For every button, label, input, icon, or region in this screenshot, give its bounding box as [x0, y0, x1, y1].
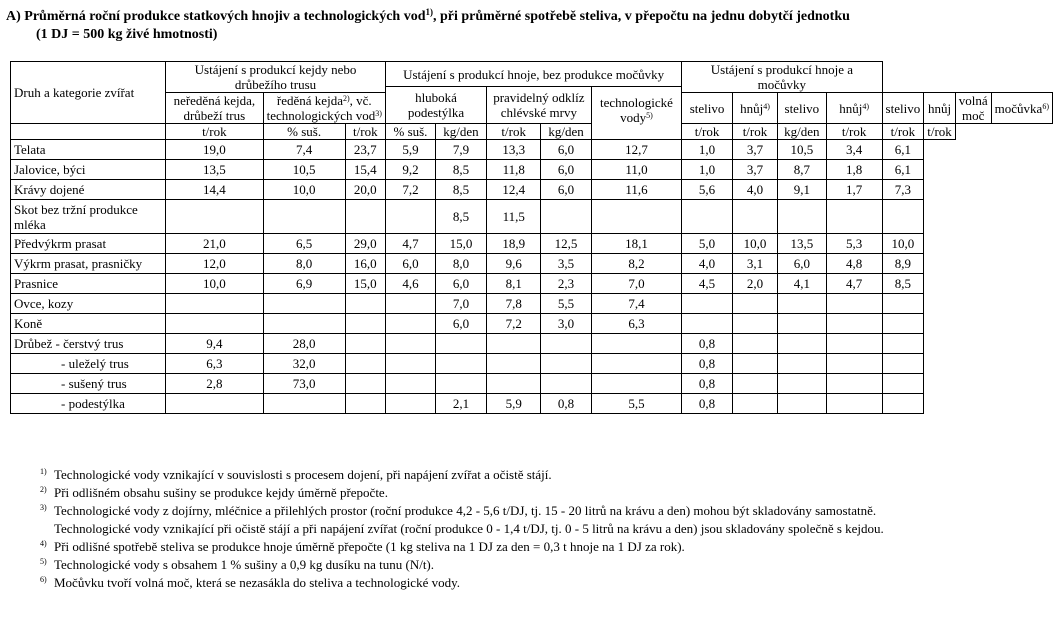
- data-cell: 32,0: [263, 354, 345, 374]
- unit-cell: t/rok: [732, 124, 777, 140]
- data-cell: [345, 294, 385, 314]
- table-row: [11, 354, 1053, 374]
- data-cell: 4,8: [826, 254, 882, 274]
- data-cell: 8,0: [435, 254, 486, 274]
- data-cell: 7,9: [435, 140, 486, 160]
- data-cell: [263, 394, 345, 414]
- table-row: [11, 314, 1053, 334]
- data-cell: [778, 374, 827, 394]
- data-cell: [345, 200, 385, 234]
- data-cell: 2,0: [732, 274, 777, 294]
- data-cell: [541, 354, 591, 374]
- footnote: [40, 538, 1040, 556]
- row-label: Ovce, kozy: [11, 294, 166, 314]
- data-cell: [732, 314, 777, 334]
- data-cell: 7,4: [591, 294, 681, 314]
- footnote: [40, 556, 1040, 574]
- data-cell: [345, 374, 385, 394]
- data-cell: 12,4: [487, 180, 541, 200]
- data-cell: [732, 394, 777, 414]
- data-cell: [385, 314, 435, 334]
- data-cell: 6,0: [385, 254, 435, 274]
- data-cell: [591, 374, 681, 394]
- data-cell: [826, 200, 882, 234]
- data-cell: [591, 334, 681, 354]
- data-cell: [487, 374, 541, 394]
- data-cell: 5,6: [682, 180, 733, 200]
- data-cell: 5,9: [487, 394, 541, 414]
- data-cell: 13,5: [166, 160, 264, 180]
- footnote-mark: 1): [40, 467, 47, 476]
- data-cell: [166, 200, 264, 234]
- table-row: [11, 200, 1053, 234]
- data-cell: [826, 334, 882, 354]
- data-cell: 13,3: [487, 140, 541, 160]
- data-cell: 12,7: [591, 140, 681, 160]
- data-cell: 15,0: [435, 234, 486, 254]
- data-cell: 5,0: [682, 234, 733, 254]
- data-cell: [541, 200, 591, 234]
- row-label: Krávy dojené: [11, 180, 166, 200]
- data-cell: [882, 334, 924, 354]
- data-cell: 4,7: [385, 234, 435, 254]
- data-cell: 6,0: [435, 274, 486, 294]
- data-cell: 1,7: [826, 180, 882, 200]
- data-cell: 8,1: [487, 274, 541, 294]
- footnote-line: Technologické vody vznikající v souvislosti s procesem dojení, při napájení zvířat a očistě stájí.: [54, 467, 552, 482]
- data-cell: [826, 394, 882, 414]
- row-label: - podestýlka: [11, 394, 166, 414]
- data-cell: 11,0: [591, 160, 681, 180]
- data-cell: [682, 200, 733, 234]
- unit-cell: t/rok: [882, 124, 924, 140]
- data-cell: 6,0: [778, 254, 827, 274]
- unit-cell: t/rok: [826, 124, 882, 140]
- footnote-line: Močůvku tvoří volná moč, která se nezasákla do steliva a technologické vody.: [54, 575, 461, 590]
- data-cell: 3,7: [732, 140, 777, 160]
- data-cell: [882, 314, 924, 334]
- data-cell: [263, 294, 345, 314]
- data-cell: 7,0: [435, 294, 486, 314]
- footnote: [40, 502, 1040, 538]
- data-cell: [345, 314, 385, 334]
- data-cell: 9,1: [778, 180, 827, 200]
- data-cell: [682, 314, 733, 334]
- data-cell: 3,0: [541, 314, 591, 334]
- footnote-mark: 5): [40, 557, 47, 566]
- data-cell: 23,7: [345, 140, 385, 160]
- data-cell: [385, 200, 435, 234]
- data-cell: 2,3: [541, 274, 591, 294]
- table-body: [11, 140, 1053, 414]
- data-cell: 0,8: [682, 334, 733, 354]
- data-cell: 8,7: [778, 160, 827, 180]
- data-cell: 8,0: [263, 254, 345, 274]
- data-cell: 5,5: [541, 294, 591, 314]
- data-cell: [166, 314, 264, 334]
- data-cell: 5,3: [826, 234, 882, 254]
- table-row: [11, 394, 1053, 414]
- data-cell: 19,0: [166, 140, 264, 160]
- data-cell: [778, 294, 827, 314]
- data-cell: 2,8: [166, 374, 264, 394]
- row-label: Jalovice, býci: [11, 160, 166, 180]
- data-cell: 12,0: [166, 254, 264, 274]
- table-row: [11, 374, 1053, 394]
- data-cell: [435, 374, 486, 394]
- data-cell: 6,9: [263, 274, 345, 294]
- footnote-line: Technologické vody s obsahem 1 % sušiny a 0,9 kg dusíku na tunu (N/t).: [54, 557, 435, 572]
- data-cell: 10,5: [263, 160, 345, 180]
- data-cell: 8,2: [591, 254, 681, 274]
- title-line-2: (1 DJ = 500 kg živé hmotnosti): [36, 27, 218, 42]
- data-cell: [882, 394, 924, 414]
- row-label: Výkrm prasat, prasničky: [11, 254, 166, 274]
- data-cell: 3,4: [826, 140, 882, 160]
- footnote-line: Technologické vody vznikající při očistě stájí a při napájení zvířat (roční produkce 0 - 1,4 t/DJ, tj. 0 - 5 litrů na krávu a den) jsou skladovány společně s kejdou.: [54, 521, 884, 536]
- unit-cell: kg/den: [435, 124, 486, 140]
- data-cell: 8,5: [435, 180, 486, 200]
- data-cell: [826, 294, 882, 314]
- data-cell: [385, 374, 435, 394]
- row-label: Předvýkrm prasat: [11, 234, 166, 254]
- data-cell: 3,1: [732, 254, 777, 274]
- data-cell: [345, 394, 385, 414]
- data-cell: 6,1: [882, 140, 924, 160]
- data-cell: [385, 394, 435, 414]
- data-cell: 0,8: [682, 394, 733, 414]
- data-cell: 6,3: [166, 354, 264, 374]
- data-cell: 20,0: [345, 180, 385, 200]
- row-label: - sušený trus: [11, 374, 166, 394]
- data-cell: [541, 374, 591, 394]
- data-cell: 4,6: [385, 274, 435, 294]
- row-label: - uleželý trus: [11, 354, 166, 374]
- data-cell: [826, 374, 882, 394]
- data-cell: [166, 394, 264, 414]
- data-cell: [882, 200, 924, 234]
- data-cell: 9,2: [385, 160, 435, 180]
- col-header-volna-moc: volná moč: [955, 93, 991, 124]
- page-title: [6, 8, 1046, 44]
- col-header-hnuj-2: hnůj$^{4)}$: [826, 93, 882, 124]
- data-cell: 14,4: [166, 180, 264, 200]
- table-row: [11, 294, 1053, 314]
- data-cell: [385, 294, 435, 314]
- data-cell: 1,0: [682, 160, 733, 180]
- table-row: [11, 334, 1053, 354]
- data-cell: 8,5: [882, 274, 924, 294]
- data-cell: [435, 334, 486, 354]
- data-cell: [166, 294, 264, 314]
- row-label: Skot bez tržní produkce mléka: [11, 200, 166, 234]
- data-cell: 3,7: [732, 160, 777, 180]
- data-cell: 4,0: [682, 254, 733, 274]
- data-cell: 4,0: [732, 180, 777, 200]
- subheader-redena: ředěná kejda$^{2)}$, vč. technologických vod$^{3)}$: [263, 93, 385, 124]
- data-cell: 11,5: [487, 200, 541, 234]
- group-header-kejda: Ustájení s produkcí kejdy nebo drůbežího trusu: [166, 62, 386, 93]
- data-cell: [385, 334, 435, 354]
- data-cell: 0,8: [682, 374, 733, 394]
- footnote-line: Technologické vody z dojírny, mléčnice a přilehlých prostor (roční produkce 4,2 - 5,6 t/DJ, tj. 15 - 20 litrů na krávu a den) mohou být skladovány samostatně.: [54, 503, 877, 518]
- data-cell: 6,5: [263, 234, 345, 254]
- data-cell: 6,0: [541, 140, 591, 160]
- footnote-mark: 6): [40, 575, 47, 584]
- data-cell: [732, 374, 777, 394]
- data-cell: 10,0: [166, 274, 264, 294]
- col-header-hnuj-3: hnůj: [924, 93, 956, 124]
- data-cell: [778, 394, 827, 414]
- data-cell: 5,9: [385, 140, 435, 160]
- unit-cell: kg/den: [541, 124, 591, 140]
- data-cell: 3,5: [541, 254, 591, 274]
- data-cell: [435, 354, 486, 374]
- unit-cell: t/rok: [345, 124, 385, 140]
- table-row: [11, 234, 1053, 254]
- data-cell: 18,9: [487, 234, 541, 254]
- subheader-pravidelny: pravidelný odklíz chlévské mrvy: [487, 87, 592, 124]
- subheader-hluboka: hluboká podestýlka: [385, 87, 486, 124]
- data-cell: 11,8: [487, 160, 541, 180]
- data-cell: 6,0: [435, 314, 486, 334]
- data-cell: [732, 334, 777, 354]
- footnote-mark: 2): [40, 485, 47, 494]
- subheader-techvody: technologické vody$^{5)}$: [591, 87, 681, 140]
- group-header-mocuvka: Ustájení s produkcí hnoje a močůvky: [682, 62, 882, 93]
- category-header: Druh a kategorie zvířat: [11, 62, 166, 124]
- data-cell: 0,8: [682, 354, 733, 374]
- data-cell: 4,7: [826, 274, 882, 294]
- title-line-1: A) Průměrná roční produkce statkových hnojiv a technologických vod$^{1)}$, při průměrné spotřebě steliva, v přepočtu na jednu dobytčí jednotku: [6, 7, 850, 24]
- footnote-line: Při odlišném obsahu sušiny se produkce kejdy úměrně přepočte.: [54, 485, 388, 500]
- unit-cell: t/rok: [487, 124, 541, 140]
- unit-cell: % suš.: [263, 124, 345, 140]
- data-cell: 15,0: [345, 274, 385, 294]
- unit-cell: t/rok: [166, 124, 264, 140]
- data-cell: 7,0: [591, 274, 681, 294]
- data-cell: 9,4: [166, 334, 264, 354]
- units-label-cell: [11, 124, 166, 140]
- footnote: [40, 574, 1040, 592]
- footnote: [40, 484, 1040, 502]
- data-cell: [591, 354, 681, 374]
- data-cell: 16,0: [345, 254, 385, 274]
- data-cell: [345, 354, 385, 374]
- data-cell: 4,1: [778, 274, 827, 294]
- data-cell: 21,0: [166, 234, 264, 254]
- table-row: [11, 140, 1053, 160]
- data-cell: 7,4: [263, 140, 345, 160]
- data-cell: [487, 354, 541, 374]
- data-cell: 11,6: [591, 180, 681, 200]
- data-cell: 10,0: [263, 180, 345, 200]
- group-header-hnuj: Ustájení s produkcí hnoje, bez produkce močůvky: [385, 62, 681, 87]
- data-cell: 1,0: [682, 140, 733, 160]
- data-cell: 6,0: [541, 160, 591, 180]
- data-cell: 18,1: [591, 234, 681, 254]
- data-cell: 10,0: [732, 234, 777, 254]
- data-cell: [487, 334, 541, 354]
- data-cell: 4,5: [682, 274, 733, 294]
- data-cell: [778, 354, 827, 374]
- data-cell: 0,8: [541, 394, 591, 414]
- data-cell: [263, 314, 345, 334]
- data-cell: [882, 354, 924, 374]
- data-cell: 7,8: [487, 294, 541, 314]
- data-cell: 73,0: [263, 374, 345, 394]
- table-row: [11, 180, 1053, 200]
- data-cell: 28,0: [263, 334, 345, 354]
- row-label: Drůbež - čerstvý trus: [11, 334, 166, 354]
- data-cell: 6,0: [541, 180, 591, 200]
- unit-cell: t/rok: [924, 124, 956, 140]
- data-cell: 15,4: [345, 160, 385, 180]
- data-cell: [345, 334, 385, 354]
- data-cell: [778, 314, 827, 334]
- row-label: Prasnice: [11, 274, 166, 294]
- data-cell: 8,5: [435, 160, 486, 180]
- data-cell: 2,1: [435, 394, 486, 414]
- data-cell: 7,2: [487, 314, 541, 334]
- table-row: [11, 274, 1053, 294]
- data-cell: 5,5: [591, 394, 681, 414]
- data-cell: [385, 354, 435, 374]
- col-header-stelivo-1: stelivo: [682, 93, 733, 124]
- data-cell: 6,1: [882, 160, 924, 180]
- data-cell: [732, 354, 777, 374]
- footnote-mark: 3): [40, 503, 47, 512]
- col-header-stelivo-3: stelivo: [882, 93, 924, 124]
- data-cell: [826, 354, 882, 374]
- data-cell: 10,0: [882, 234, 924, 254]
- data-cell: [541, 334, 591, 354]
- data-cell: [682, 294, 733, 314]
- table-row: [11, 254, 1053, 274]
- data-cell: [778, 334, 827, 354]
- data-cell: 6,3: [591, 314, 681, 334]
- data-cell: 1,8: [826, 160, 882, 180]
- data-cell: 9,6: [487, 254, 541, 274]
- col-header-mocuvka: močůvka$^{6)}$: [991, 93, 1052, 124]
- footnote: [40, 466, 1040, 484]
- subheader-nededena: neředěná kejda, drůbeží trus: [166, 93, 264, 124]
- data-cell: 7,2: [385, 180, 435, 200]
- data-cell: 13,5: [778, 234, 827, 254]
- unit-cell: t/rok: [682, 124, 733, 140]
- data-cell: 8,5: [435, 200, 486, 234]
- col-header-stelivo-2: stelivo: [778, 93, 827, 124]
- data-cell: [732, 200, 777, 234]
- data-cell: [732, 294, 777, 314]
- unit-cell: kg/den: [778, 124, 827, 140]
- footnote-line: Při odlišné spotřebě steliva se produkce hnoje úměrně přepočte (1 kg steliva na 1 DJ za den = 0,3 t hnoje na 1 DJ za rok).: [54, 539, 685, 554]
- data-cell: [826, 314, 882, 334]
- data-cell: [263, 200, 345, 234]
- unit-cell: % suš.: [385, 124, 435, 140]
- col-header-hnuj-1: hnůj$^{4)}$: [732, 93, 777, 124]
- data-cell: [591, 200, 681, 234]
- data-cell: [882, 374, 924, 394]
- data-cell: [778, 200, 827, 234]
- data-cell: 10,5: [778, 140, 827, 160]
- row-label: Koně: [11, 314, 166, 334]
- data-cell: [882, 294, 924, 314]
- table-row: [11, 160, 1053, 180]
- data-cell: 7,3: [882, 180, 924, 200]
- footnotes: [40, 466, 1040, 592]
- row-label: Telata: [11, 140, 166, 160]
- data-cell: 29,0: [345, 234, 385, 254]
- data-cell: 8,9: [882, 254, 924, 274]
- footnote-mark: 4): [40, 539, 47, 548]
- data-cell: 12,5: [541, 234, 591, 254]
- manure-production-table: [10, 61, 1053, 414]
